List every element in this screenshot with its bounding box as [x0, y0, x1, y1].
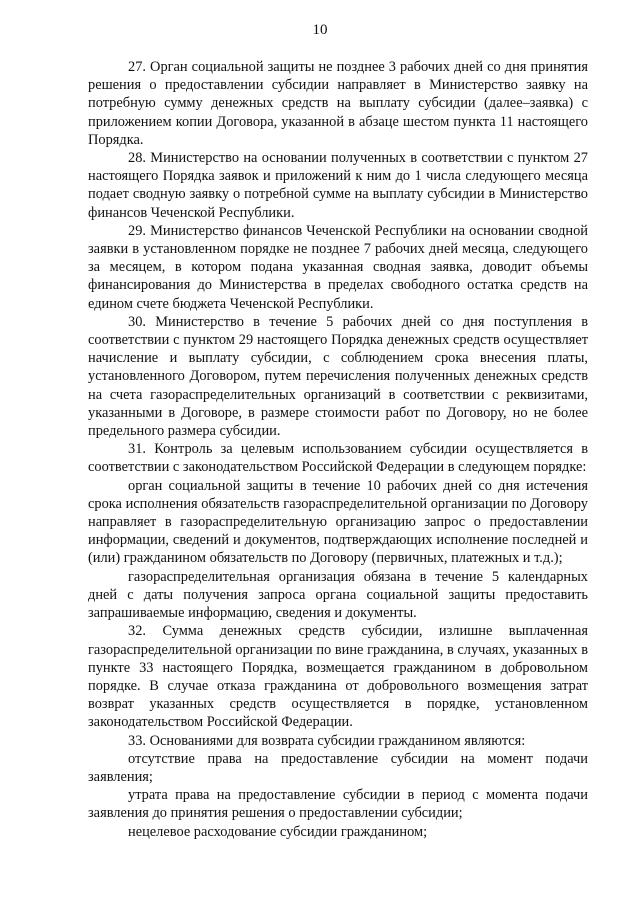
page-number: 10	[312, 22, 328, 38]
paragraph-28: 28. Министерство на основании полученных в соответствии с пунктом 27 настоящего Порядка заявок и приложений к ним до 1 числа следующего месяца подает сводную заявку о потребной сумме на выплату субсидии в Министерство финансов Чеченской Республики.	[88, 150, 588, 221]
paragraph-33-item-2: утрата права на предоставление субсидии в период с момента подачи заявления до принятия решения о предоставлении субсидии;	[88, 787, 588, 822]
paragraph-29: 29. Министерство финансов Чеченской Республики на основании сводной заявки в установленном порядке не позднее 7 рабочих дней месяца, следующего за месяцем, в котором подана указанная сводная заявка, доводит объемы финансирования до Министерства в пределах свободного остатка средств на едином счете бюджета Чеченской Республики.	[88, 222, 588, 312]
paragraph-32: 32. Сумма денежных средств субсидии, излишне выплаченная газораспределительной организации по вине гражданина, в случаях, указанных в пункте 33 настоящего Порядка, возмещается гражданином в добровольном порядке. В случае отказа гражданина от добровольного возмещения затрат возврат указанных средств осуществляется в порядке, установленном законодательством Российской Федерации.	[88, 623, 588, 731]
paragraph-31: 31. Контроль за целевым использованием субсидии осуществляется в соответствии с законодательством Российской Федерации в следующем порядке:	[88, 441, 588, 476]
paragraph-31-item-2: газораспределительная организация обязана в течение 5 календарных дней с даты получения запроса органа социальной защиты предоставить запрашиваемые информацию, сведения и документы.	[88, 568, 588, 622]
paragraph-27: 27. Орган социальной защиты не позднее 3 рабочих дней со дня принятия решения о предоставлении субсидии направляет в Министерство заявку на потребную сумму денежных средств на выплату субсидии (далее–заявка) с приложением копии Договора, указанной в абзаце шестом пункта 11 настоящего Порядка.	[88, 59, 588, 148]
paragraph-31-item-1: орган социальной защиты в течение 10 рабочих дней со дня истечения срока исполнения обязательств газораспределительной организации по Договору направляет в газораспределительную организацию запрос о предоставлении информации, сведений и документов, подтверждающих исполнение последней и (или) гражданином обязательств по Договору (первичных, платежных и т.д.);	[88, 477, 588, 567]
document-body	[88, 58, 588, 841]
paragraph-33-item-3: нецелевое расходование субсидии гражданином;	[128, 823, 428, 840]
paragraph-33-item-1: отсутствие права на предоставление субсидии на момент подачи заявления;	[88, 750, 588, 785]
paragraph-33: 33. Основаниями для возврата субсидии гражданином являются:	[128, 732, 526, 749]
paragraph-30: 30. Министерство в течение 5 рабочих дней со дня поступления в соответствии с пунктом 29 настоящего Порядка денежных средств осуществляет начисление и выплату субсидии, с соблюдением срока внесения платы, установленного Договором, путем перечисления полученных денежных средств на счета газораспределительных организаций в соответствии с реквизитами, указанными в Договоре, в размере стоимости работ по Договору, но не более предельного размера субсидии.	[88, 313, 588, 440]
